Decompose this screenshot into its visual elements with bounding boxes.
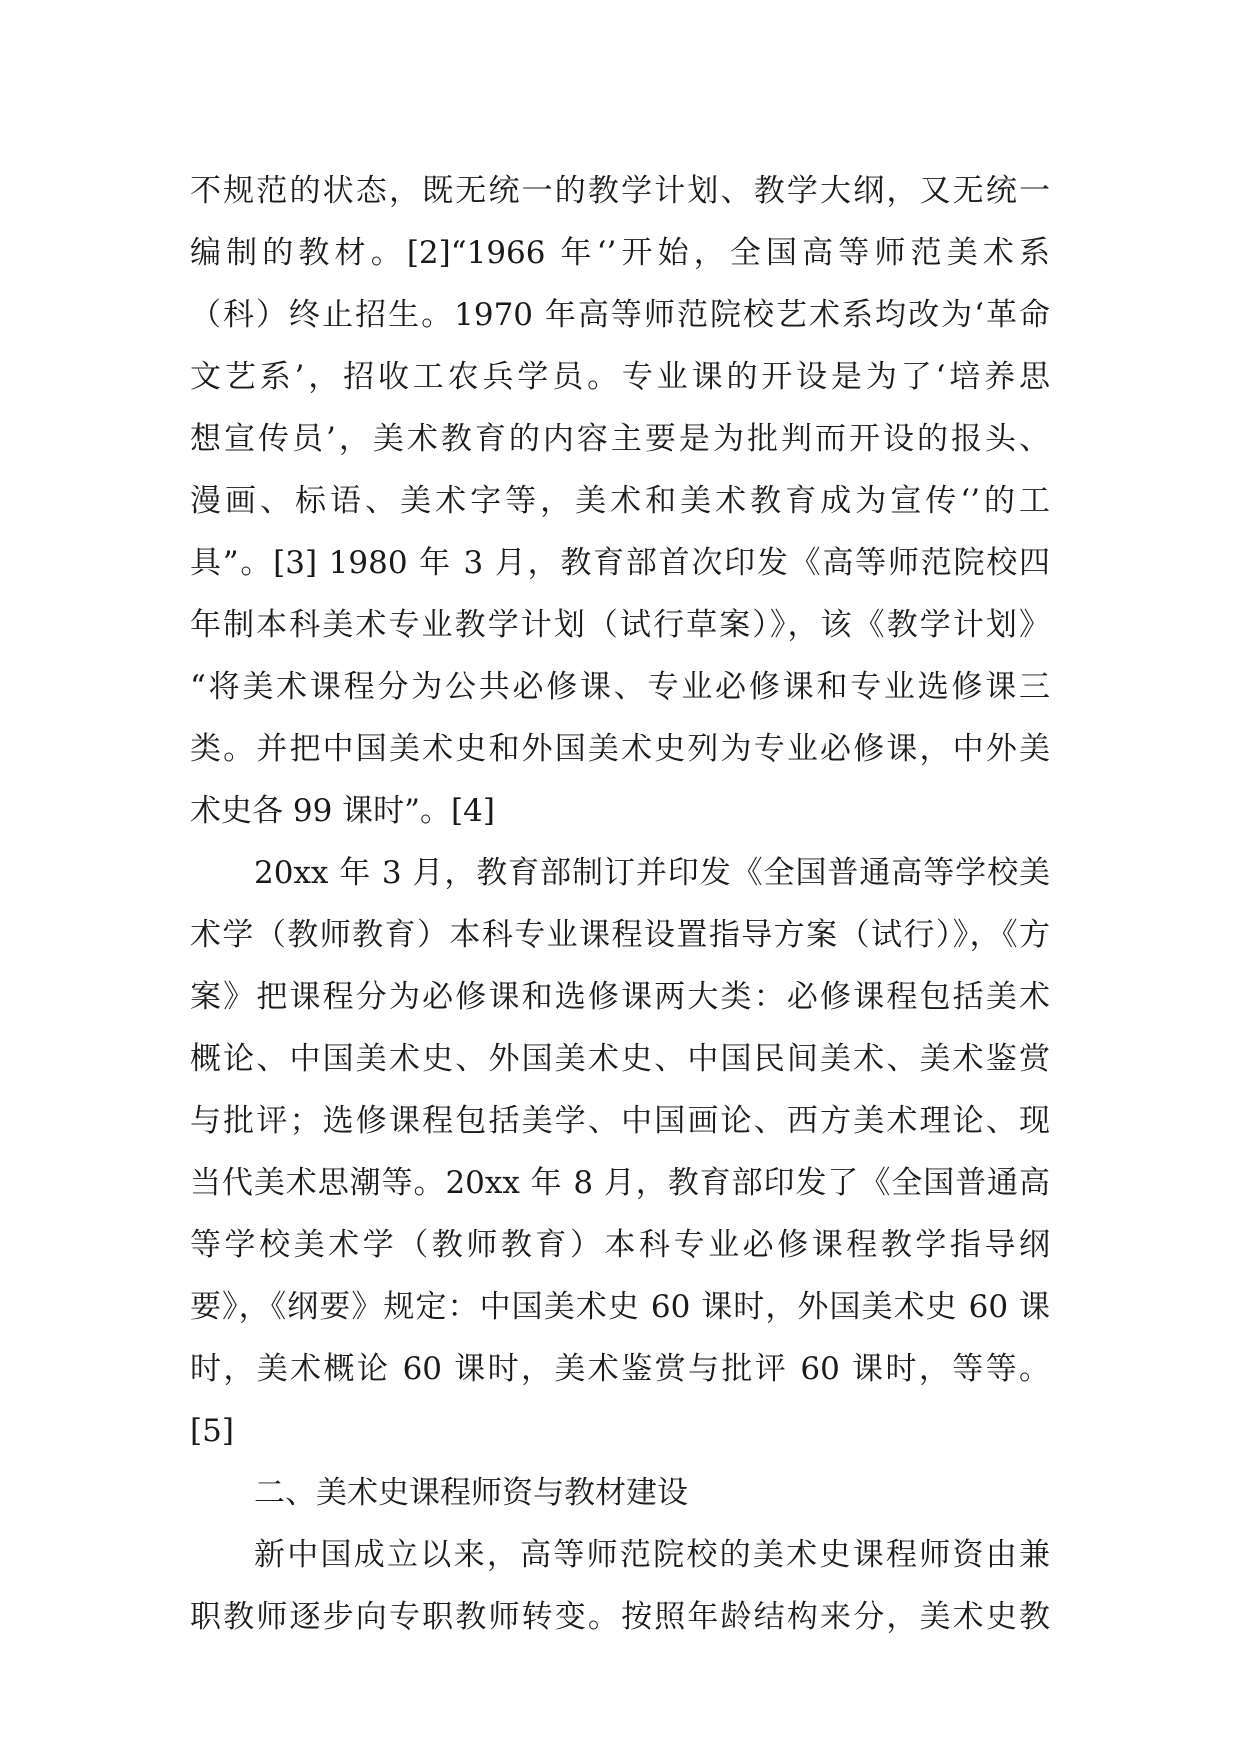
text-line: 术史各 99 课时”。[4] — [190, 793, 495, 829]
text-line: 与批评；选修课程包括美学、中国画论、西方美术理论、现 — [190, 1103, 1050, 1139]
text-line: （科）终止招生。1970 年高等师范院校艺术系均改为‘革命 — [190, 297, 1050, 333]
text-line: 术学（教师教育）本科专业课程设置指导方案（试行）》，《方 — [190, 917, 1050, 953]
text-line: 等学校美术学（教师教育）本科专业必修课程教学指导纲 — [190, 1227, 1050, 1263]
section-heading: 二、美术史课程师资与教材建设 — [254, 1475, 688, 1511]
text-line: 概论、中国美术史、外国美术史、中国民间美术、美术鉴赏 — [190, 1041, 1050, 1077]
text-line: 具”。[3] 1980 年 3 月，教育部首次印发《高等师范院校四 — [190, 545, 1050, 581]
text-line: 要》，《纲要》规定：中国美术史 60 课时，外国美术史 60 课 — [190, 1289, 1050, 1325]
text-line: 时，美术概论 60 课时，美术鉴赏与批评 60 课时，等等。 — [190, 1351, 1050, 1387]
text-line: 职教师逐步向专职教师转变。按照年龄结构来分，美术史教 — [190, 1599, 1050, 1635]
text-line: 不规范的状态，既无统一的教学计划、教学大纲，又无统一 — [190, 173, 1050, 209]
text-line: 漫画、标语、美术字等，美术和美术教育成为宣传‘’的工 — [190, 483, 1050, 519]
paragraph-start-line: 20xx 年 3 月，教育部制订并印发《全国普通高等学校美 — [254, 855, 1050, 891]
body-text — [190, 160, 1050, 1648]
text-line: 文艺系’，招收工农兵学员。专业课的开设是为了‘培养思 — [190, 359, 1050, 395]
text-line: [5] — [190, 1413, 234, 1449]
text-line: 案》把课程分为必修课和选修课两大类：必修课程包括美术 — [190, 979, 1050, 1015]
text-line: 想宣传员’，美术教育的内容主要是为批判而开设的报头、 — [190, 421, 1050, 457]
text-line: “将美术课程分为公共必修课、专业必修课和专业选修课三 — [190, 669, 1050, 705]
text-line: 类。并把中国美术史和外国美术史列为专业必修课，中外美 — [190, 731, 1050, 767]
paragraph-start-line: 新中国成立以来，高等师范院校的美术史课程师资由兼 — [254, 1537, 1050, 1573]
text-line: 当代美术思潮等。20xx 年 8 月，教育部印发了《全国普通高 — [190, 1165, 1050, 1201]
text-line: 编制的教材。[2]“1966 年‘’开始，全国高等师范美术系 — [190, 235, 1050, 271]
text-line: 年制本科美术专业教学计划（试行草案）》，该《教学计划》 — [190, 607, 1050, 643]
